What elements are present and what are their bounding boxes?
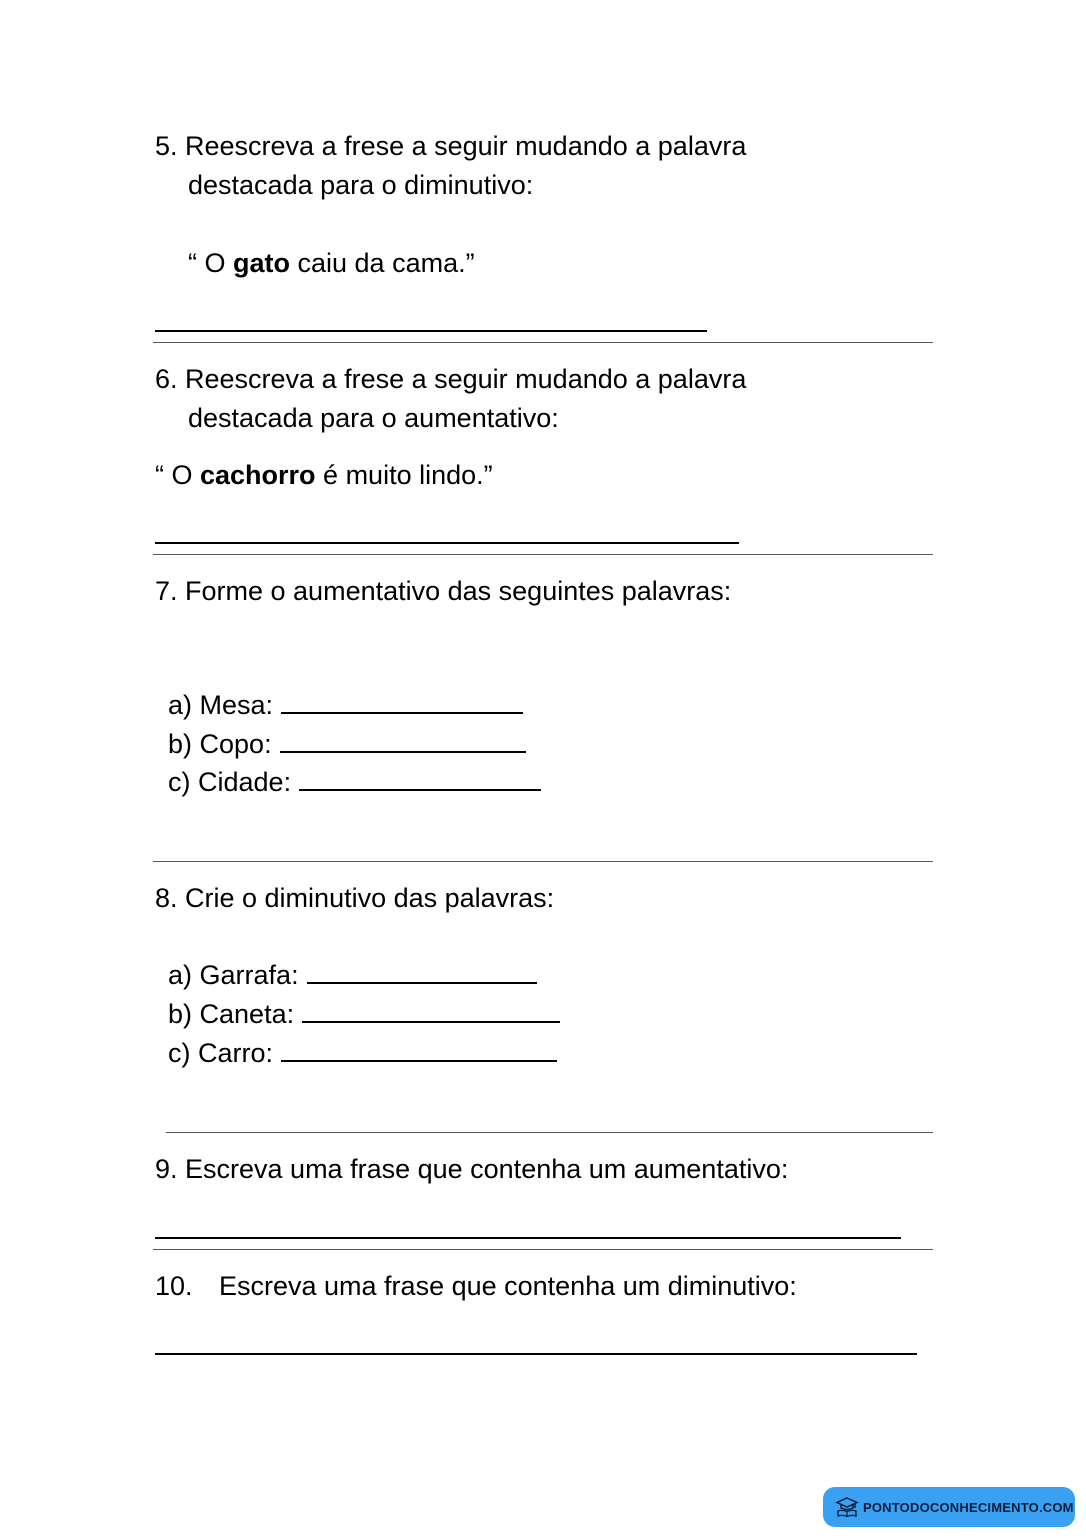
list-marker: c) xyxy=(168,1038,191,1068)
list-word: Cidade: xyxy=(198,767,292,797)
q5-answer-line[interactable] xyxy=(155,330,707,332)
q5-line1: 5. Reescreva a frese a seguir mudando a palavra xyxy=(155,131,747,161)
list-word: Garrafa: xyxy=(199,960,299,990)
list-marker: b) xyxy=(168,999,193,1029)
q8-item-a xyxy=(168,962,537,989)
answer-blank[interactable] xyxy=(307,962,537,984)
q7-item-c xyxy=(168,769,541,796)
q7-title: 7. Forme o aumentativo das seguintes palavras: xyxy=(155,576,732,606)
answer-blank[interactable] xyxy=(302,1001,560,1023)
answer-blank[interactable] xyxy=(281,692,523,714)
separator xyxy=(166,1132,933,1133)
q6-quote-post: é muito lindo.” xyxy=(315,460,493,490)
q5-quote-bold: gato xyxy=(233,248,290,278)
q8-item-b xyxy=(168,1001,560,1028)
q10-answer-line[interactable] xyxy=(155,1353,917,1355)
badge-text: PONTODOCONHECIMENTO.COM xyxy=(863,1499,1074,1515)
list-word: Caneta: xyxy=(199,999,295,1029)
q9-answer-line[interactable] xyxy=(155,1237,901,1239)
list-marker: b) xyxy=(168,729,193,759)
q7-item-a xyxy=(168,692,523,719)
q5-quote-post: caiu da cama.” xyxy=(290,248,475,278)
q8-title: 8. Crie o diminutivo das palavras: xyxy=(155,883,555,913)
list-marker: c) xyxy=(168,767,191,797)
q5-quote-pre: “ O xyxy=(188,248,233,278)
list-word: Mesa: xyxy=(199,690,274,720)
graduation-cap-book-icon xyxy=(835,1495,859,1519)
separator xyxy=(153,1249,933,1250)
q10-number: 10. xyxy=(155,1271,193,1301)
separator xyxy=(153,342,933,343)
answer-blank[interactable] xyxy=(281,1040,557,1062)
q5-line2: destacada para o diminutivo: xyxy=(188,170,534,200)
list-word: Carro: xyxy=(198,1038,274,1068)
separator xyxy=(153,861,933,862)
site-badge[interactable] xyxy=(823,1487,1075,1527)
q8-item-c xyxy=(168,1040,557,1067)
q10-title: Escreva uma frase que contenha um diminutivo: xyxy=(219,1271,797,1301)
q5-quote xyxy=(188,250,475,277)
q6-answer-line[interactable] xyxy=(155,542,739,544)
list-marker: a) xyxy=(168,690,193,720)
q9-title: 9. Escreva uma frase que contenha um aumentativo: xyxy=(155,1154,789,1184)
q6-quote-pre: “ O xyxy=(155,460,200,490)
answer-blank[interactable] xyxy=(299,769,541,791)
q6-line2: destacada para o aumentativo: xyxy=(188,403,559,433)
q6-quote xyxy=(155,462,493,489)
q6-quote-bold: cachorro xyxy=(200,460,316,490)
list-word: Copo: xyxy=(199,729,272,759)
q7-item-b xyxy=(168,731,526,758)
q6-line1: 6. Reescreva a frese a seguir mudando a palavra xyxy=(155,364,747,394)
answer-blank[interactable] xyxy=(280,731,526,753)
list-marker: a) xyxy=(168,960,193,990)
separator xyxy=(153,554,933,555)
